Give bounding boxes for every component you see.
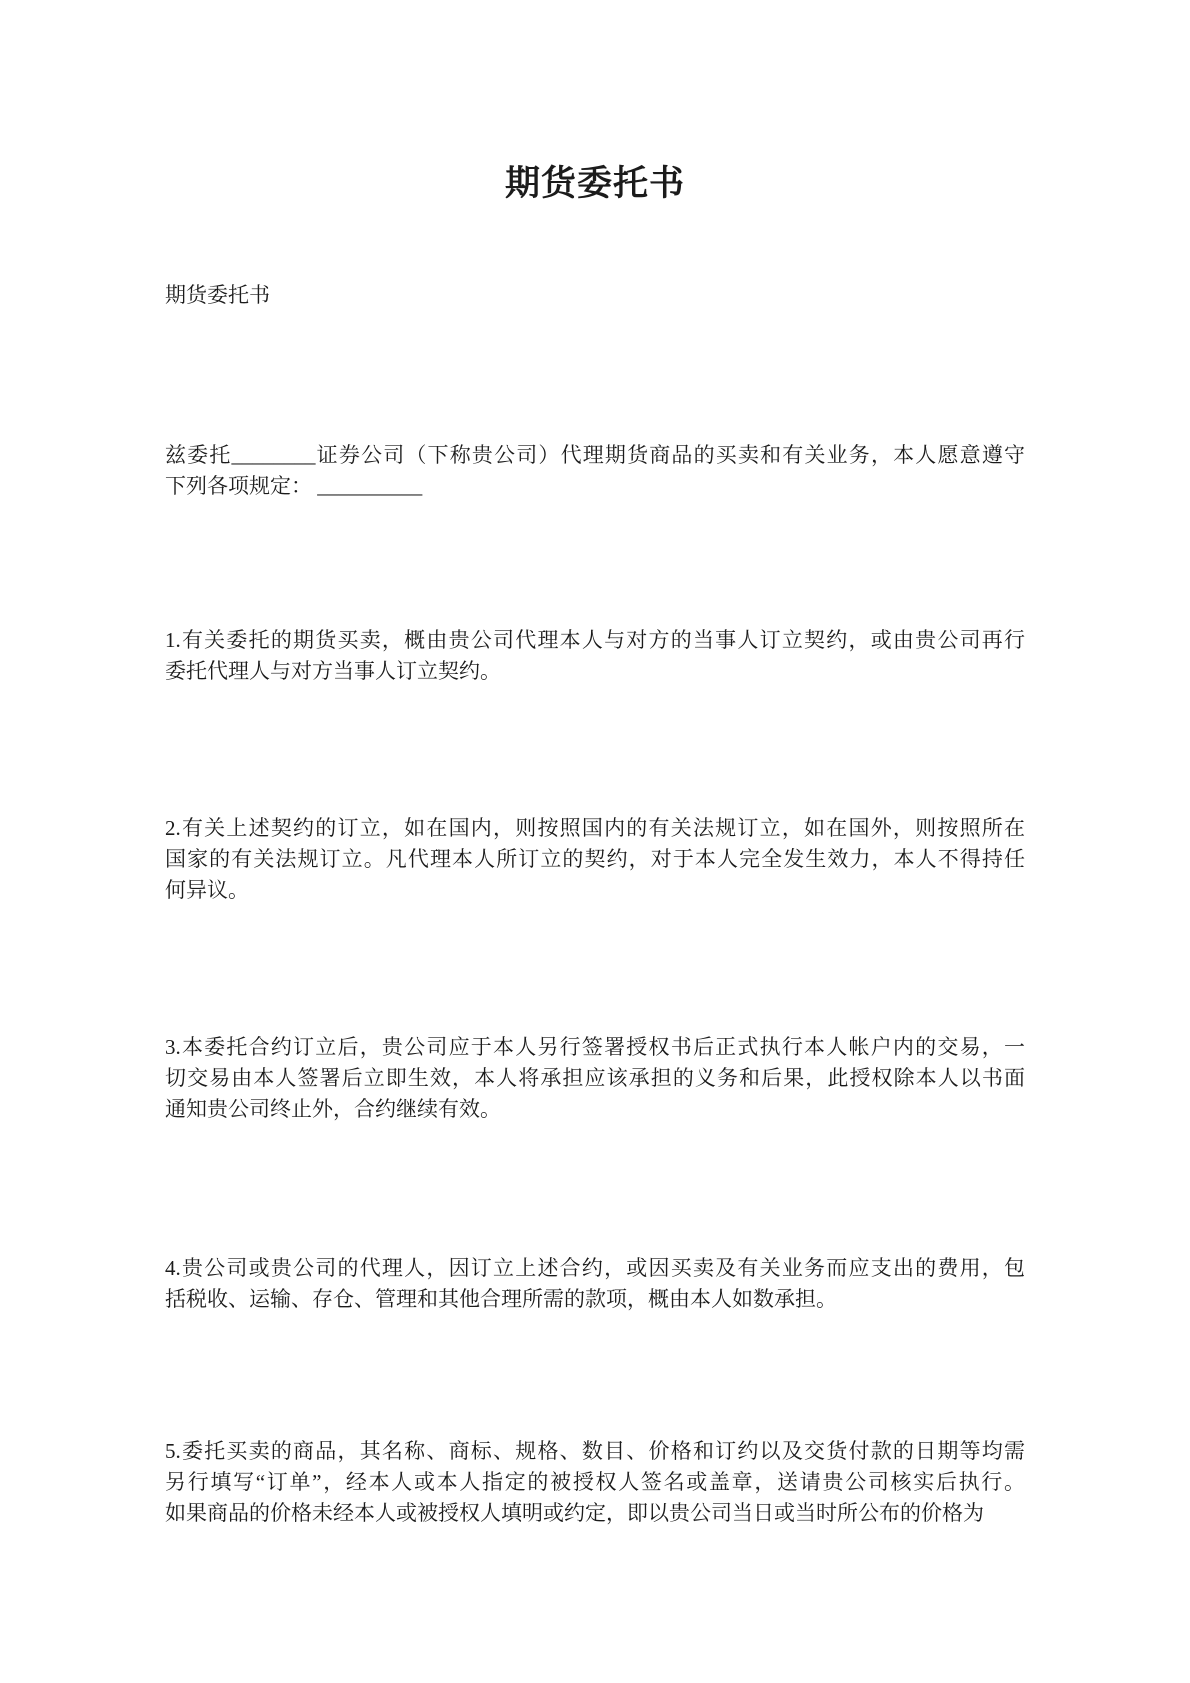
clause-5 [165,1436,1025,1529]
paragraph-line: 切交易由本人签署后立即生效，本人将承担应该承担的义务和后果，此授权除本人以书面 [165,1066,1025,1090]
paragraph-line: 通知贵公司终止外，合约继续有效。 [165,1097,501,1121]
paragraph-line: 国家的有关法规订立。凡代理本人所订立的契约，对于本人完全发生效力，本人不得持任 [165,847,1025,871]
paragraph-line: 兹委托________证券公司（下称贵公司）代理期货商品的买卖和有关业务，本人愿意遵守 [165,443,1025,467]
clause-4 [165,1253,1025,1315]
paragraph-line: 3.本委托合约订立后，贵公司应于本人另行签署授权书后正式执行本人帐户内的交易，一 [165,1035,1025,1059]
paragraph-line: 如果商品的价格未经本人或被授权人填明或约定，即以贵公司当日或当时所公布的价格为 [165,1501,984,1525]
paragraph-line: 括税收、运输、存仓、管理和其他合理所需的款项，概由本人如数承担。 [165,1287,837,1311]
paragraph-line: 期货委托书 [165,283,270,307]
clause-1 [165,625,1025,687]
intro-paragraph [165,440,1025,502]
clause-2 [165,813,1025,906]
paragraph-line: 委托代理人与对方当事人订立契约。 [165,659,501,683]
paragraph-line: 4.贵公司或贵公司的代理人，因订立上述合约，或因买卖及有关业务而应支出的费用，包 [165,1256,1025,1280]
paragraph-line: 下列各项规定： __________ [165,474,423,498]
document-body [165,280,1025,1529]
paragraph-line: 1.有关委托的期货买卖，概由贵公司代理本人与对方的当事人订立契约，或由贵公司再行 [165,628,1025,652]
document-subtitle [165,280,1025,311]
paragraph-line: 5.委托买卖的商品，其名称、商标、规格、数目、价格和订约以及交货付款的日期等均需 [165,1439,1025,1463]
clause-3 [165,1032,1025,1125]
paragraph-line: 2.有关上述契约的订立，如在国内，则按照国内的有关法规订立，如在国外，则按照所在 [165,816,1025,840]
paragraph-line: 另行填写“订单”，经本人或本人指定的被授权人签名或盖章，送请贵公司核实后执行。 [165,1470,1025,1494]
document-title: 期货委托书 [504,164,685,203]
paragraph-line: 何异议。 [165,878,249,902]
